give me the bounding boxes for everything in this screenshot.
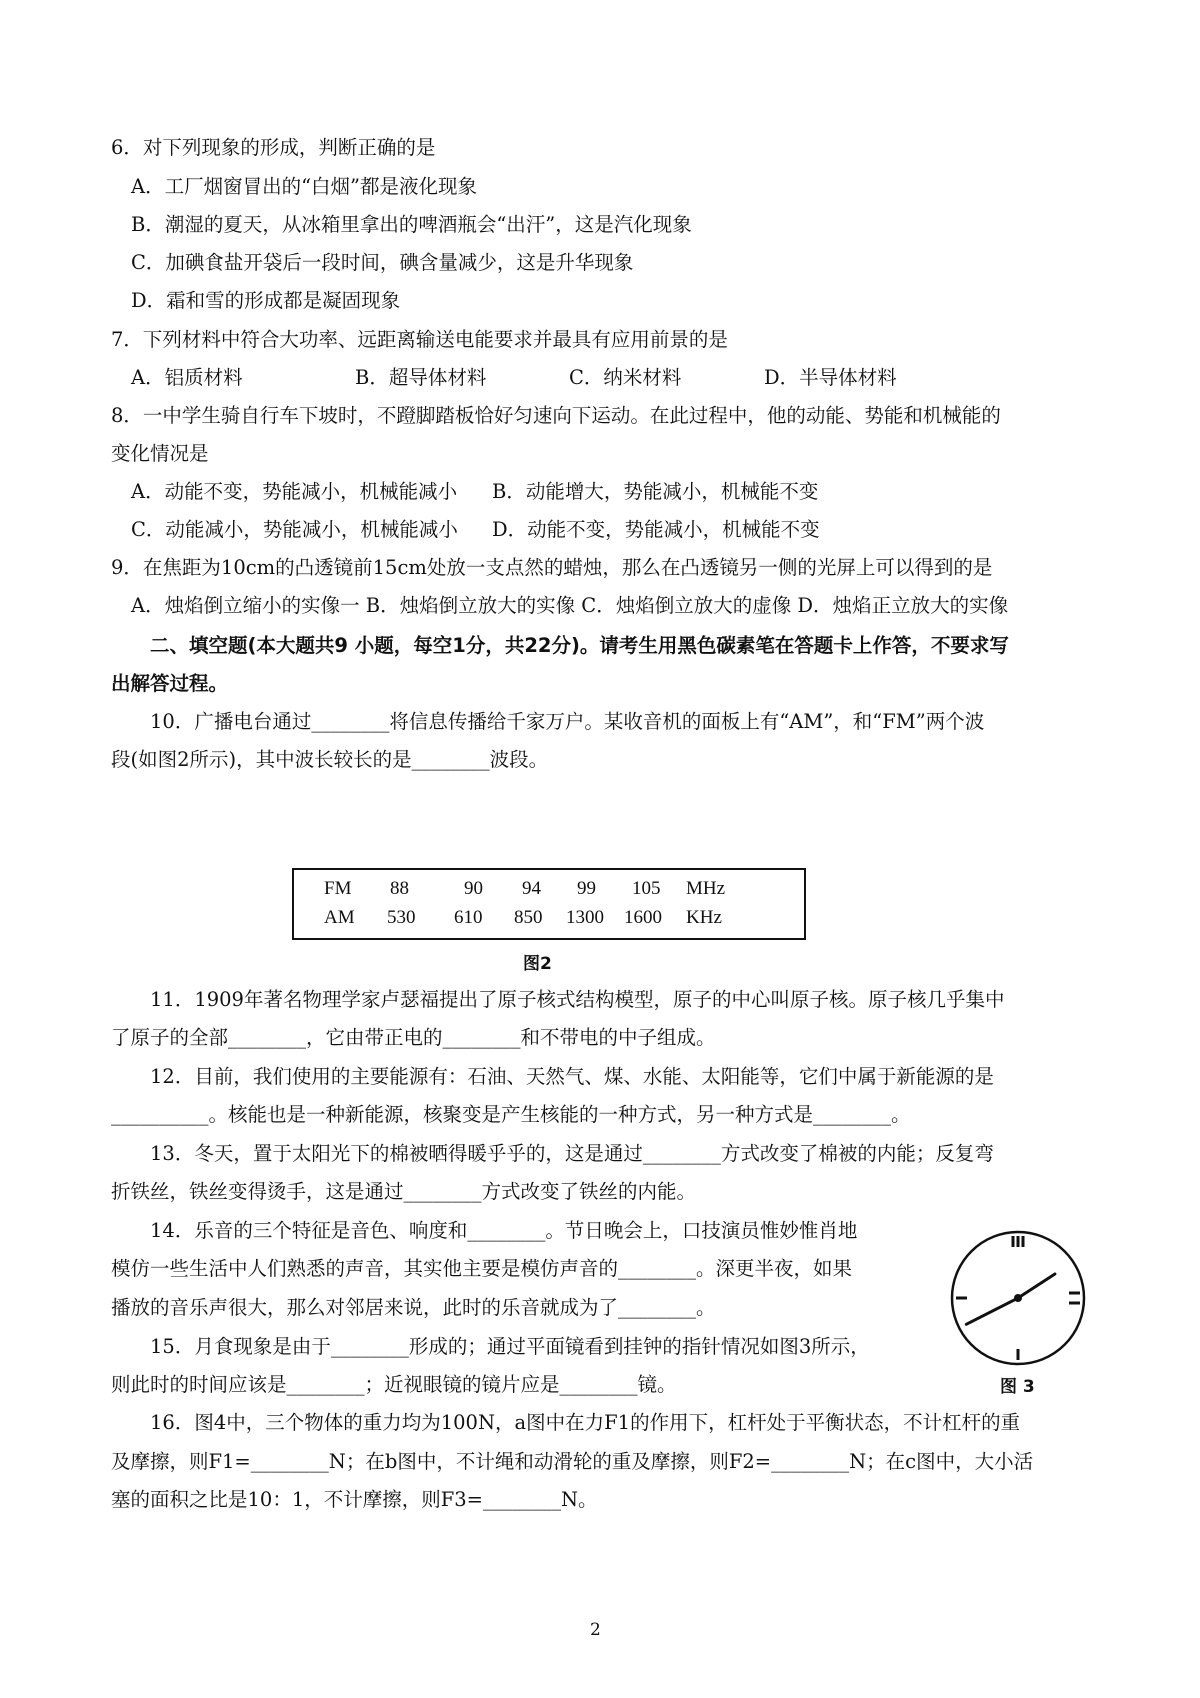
q13-line-1: 13．冬天，置于太阳光下的棉被晒得暖乎乎的，这是通过________方式改变了棉被的内能；反复弯 — [150, 1142, 994, 1165]
q9-stem: 9．在焦距为10cm的凸透镜前15cm处放一支点然的蜡烛，那么在凸透镜另一侧的光屏上可以得到的是 — [111, 556, 993, 579]
q16-line-2: 及摩擦，则F1=________N；在b图中，不计绳和动滑轮的重及摩擦，则F2=________N；在c图中，大小活 — [111, 1450, 1034, 1473]
q15-line-1: 15．月食现象是由于________形成的；通过平面镜看到挂钟的指针情况如图3所示， — [150, 1335, 870, 1358]
q7-option-b: B．超导体材料 — [355, 366, 487, 389]
q16-line-3: 塞的面积之比是10：1，不计摩擦，则F3=________N。 — [111, 1488, 598, 1511]
q13-line-2: 折铁丝，铁丝变得烫手，这是通过________方式改变了铁丝的内能。 — [111, 1180, 697, 1203]
q11-line-1: 11．1909年著名物理学家卢瑟福提出了原子核式结构模型，原子的中心叫原子核。原子核几乎集中 — [150, 988, 1005, 1011]
am-row — [294, 907, 804, 931]
fm-value: 90 — [464, 878, 483, 899]
q8-stem-line-1: 8．一中学生骑自行车下坡时，不蹬脚踏板恰好匀速向下运动。在此过程中，他的动能、势能和机械能的 — [111, 404, 1001, 427]
q7-option-c: C．纳米材料 — [569, 366, 682, 389]
minute-hand — [966, 1298, 1018, 1324]
figure3-caption: 图 3 — [1000, 1377, 1035, 1397]
figure2-caption: 图2 — [523, 954, 552, 974]
q8-option-c: C．动能减小，势能减小，机械能减小 — [131, 518, 458, 541]
am-value: 610 — [454, 907, 483, 928]
q6-stem: 6．对下列现象的形成，判断正确的是 — [111, 136, 436, 159]
hour-hand — [1018, 1274, 1055, 1298]
am-value: 1300 — [566, 907, 604, 928]
am-unit: KHz — [686, 907, 722, 928]
fm-label: FM — [324, 878, 352, 899]
q7-option-a: A．铝质材料 — [131, 366, 243, 389]
q11-line-2: 了原子的全部________，它由带正电的________和不带电的中子组成。 — [111, 1026, 716, 1049]
fm-value: 94 — [522, 878, 541, 899]
q7-option-d: D．半导体材料 — [764, 366, 897, 389]
fm-value: 88 — [390, 878, 409, 899]
q6-option-d: D．霜和雪的形成都是凝固现象 — [131, 289, 401, 312]
q15-line-2: 则此时的时间应该是________；近视眼镜的镜片应是________镜。 — [111, 1373, 677, 1396]
section2-heading-line-2: 出解答过程。 — [111, 672, 229, 695]
q9-options: A．烛焰倒立缩小的实像一 B．烛焰倒立放大的实像 C．烛焰倒立放大的虚像 D．烛焰正立放大的实像 — [131, 594, 1009, 617]
q8-option-d: D．动能不变，势能减小，机械能不变 — [492, 518, 820, 541]
q8-stem-line-2: 变化情况是 — [111, 442, 209, 465]
q12-line-1: 12．目前，我们使用的主要能源有：石油、天然气、煤、水能、太阳能等，它们中属于新能源的是 — [150, 1065, 994, 1088]
section2-heading-line-1: 二、填空题(本大题共9 小题，每空1分，共22分)。请考生用黑色碳素笔在答题卡上作答，不要求写 — [150, 634, 1009, 657]
q14-line-2: 模仿一些生活中人们熟悉的声音，其实他主要是模仿声音的________。深更半夜，如果 — [111, 1257, 853, 1280]
am-value: 530 — [387, 907, 416, 928]
clock-center — [1014, 1294, 1022, 1302]
figure2-frequency-panel — [292, 868, 806, 940]
q6-option-b: B．潮湿的夏天，从冰箱里拿出的啤酒瓶会“出汗”，这是汽化现象 — [131, 213, 692, 236]
fm-value: 105 — [632, 878, 661, 899]
q8-option-a: A．动能不变，势能减小，机械能减小 — [131, 480, 458, 503]
q14-line-1: 14．乐音的三个特征是音色、响度和________。节日晚会上，口技演员惟妙惟肖地 — [150, 1219, 858, 1242]
fm-row — [294, 878, 804, 902]
am-value: 1600 — [624, 907, 662, 928]
fm-value: 99 — [577, 878, 596, 899]
q8-option-b: B．动能增大，势能减小，机械能不变 — [492, 480, 819, 503]
am-label: AM — [324, 907, 355, 928]
q12-line-2: __________。核能也是一种新能源，核聚变是产生核能的一种方式，另一种方式是________。 — [111, 1103, 911, 1126]
q6-option-a: A．工厂烟窗冒出的“白烟”都是液化现象 — [131, 175, 478, 198]
clock-figure — [948, 1228, 1088, 1368]
page-number: 2 — [590, 1620, 601, 1640]
q10-line-1: 10．广播电台通过________将信息传播给千家万户。某收音机的面板上有“AM”，和“FM”两个波 — [150, 710, 985, 733]
fm-unit: MHz — [686, 878, 726, 899]
q6-option-c: C．加碘食盐开袋后一段时间，碘含量减少，这是升华现象 — [131, 251, 634, 274]
q7-stem: 7．下列材料中符合大功率、远距离输送电能要求并最具有应用前景的是 — [111, 328, 728, 351]
q10-line-2: 段(如图2所示)，其中波长较长的是________波段。 — [111, 748, 549, 771]
q16-line-1: 16．图4中，三个物体的重力均为100N，a图中在力F1的作用下，杠杆处于平衡状态，不计杠杆的重 — [150, 1411, 1021, 1434]
q14-line-3: 播放的音乐声很大，那么对邻居来说，此时的乐音就成为了________。 — [111, 1296, 716, 1319]
am-value: 850 — [514, 907, 543, 928]
